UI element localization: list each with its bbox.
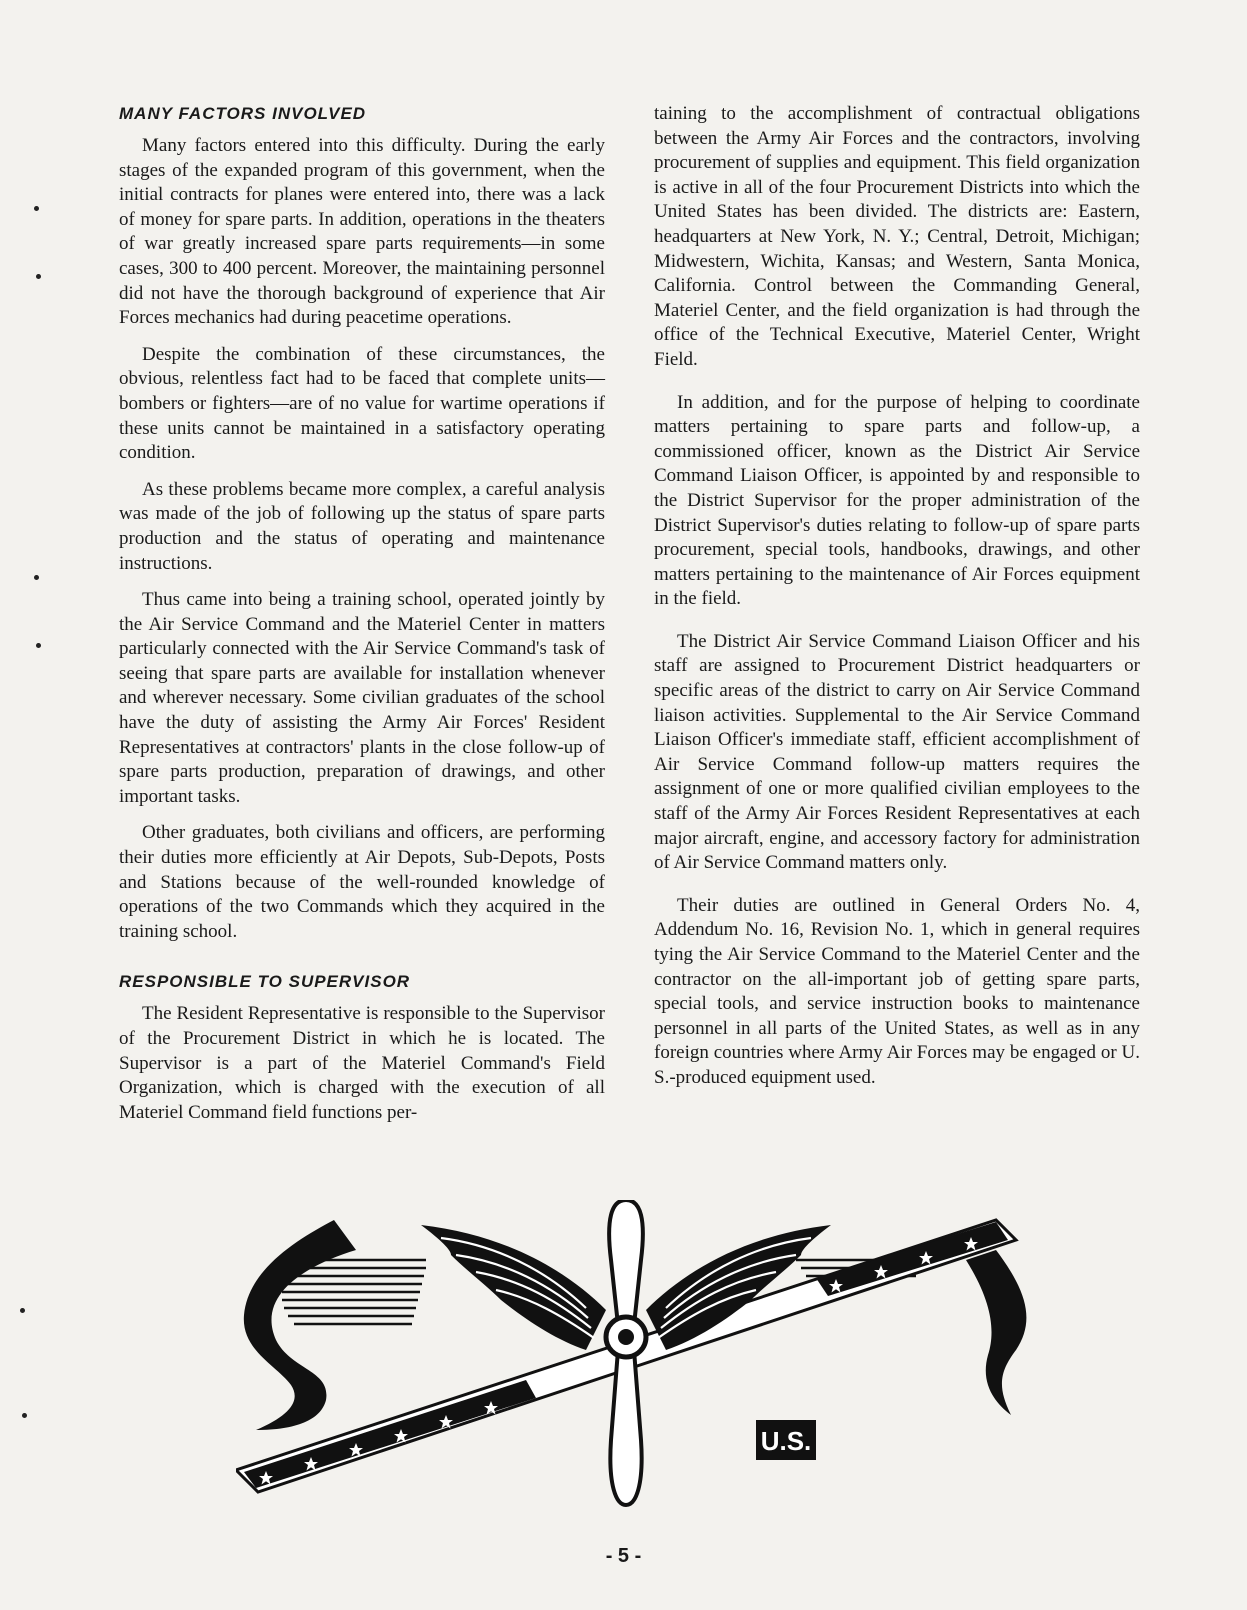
paragraph: Thus came into being a training school, operated jointly by the Air Service Command and the Materiel Center in matters particularly connected with the Air Service Command's task of seeing that spare parts are available for installation whenever and wherever necessary. Some civilian graduates of the school have the duty of assisting the Army Air Forces' Resident Representatives at contractors' plants in the close follow-up of spare parts production, preparation of drawings, and other important tasks.	[119, 589, 605, 807]
paragraph: The District Air Service Command Liaison Officer and his staff are assigned to Procurement District headquarters or specific areas of the district to carry on Air Service Command liaison activities. Supplemental to the Air Service Command Liaison Officer's immediate staff, efficient accomplishment of Air Service Command follow-up matters requires the assignment of one or more qualified civilian employees to the staff of the Army Air Forces Resident Representatives at each major aircraft, engine, and accessory factory for administration of Air Service Command matters only.	[654, 630, 1140, 874]
left-column	[119, 102, 605, 1137]
section-heading-responsible: RESPONSIBLE TO SUPERVISOR	[119, 972, 411, 992]
page-number: - 5 -	[605, 1545, 642, 1567]
air-corps-emblem	[236, 1200, 1036, 1510]
wing-left	[421, 1225, 606, 1350]
ribbon-swirl-right	[966, 1250, 1026, 1415]
margin-mark	[36, 274, 41, 279]
paragraph: The Resident Representative is responsible to the Supervisor of the Procurement District in which he is located. The Supervisor is a part of the Materiel Command's Field Organization, which is charged with the execution of all Materiel Command field functions per-	[119, 1003, 605, 1123]
paragraph-continued: taining to the accomplishment of contractual obligations between the Army Air Forces and the contractors, involving procurement of supplies and equipment. This field organization is active in all of the four Procurement Districts into which the United States has been divided. The districts are: Eastern, headquarters at New York, N. Y.; Central, Detroit, Michigan; Midwestern, Wichita, Kansas; and Western, Santa Monica, California. Control between the Commanding General, Materiel Center, and the field organization is had through the office of the Technical Executive, Materiel Center, Wright Field.	[654, 103, 1140, 370]
margin-mark	[22, 1413, 27, 1418]
propeller-blade-top	[609, 1200, 643, 1325]
us-shield-text: U.S.	[760, 1426, 812, 1456]
paragraph: As these problems became more complex, a careful analysis was made of the job of following up the status of spare parts production and the status of operating and maintenance instructions.	[119, 478, 605, 574]
propeller-blade-bottom	[610, 1350, 641, 1505]
section-heading-many-factors: MANY FACTORS INVOLVED	[119, 104, 367, 123]
paragraph: Their duties are outlined in General Orders No. 4, Addendum No. 16, Revision No. 1, which in general requires tying the Air Service Command to the Materiel Center and the contractor on the all-important job of getting spare parts, special tools, and service instruction books to maintenance personnel in all parts of the United States, as well as in any foreign countries where Army Air Forces may be engaged or U. S.-produced equipment used.	[654, 894, 1140, 1088]
paragraph: Despite the combination of these circumstances, the obvious, relentless fact had to be faced that complete units—bombers or fighters—are of no value for wartime operations if these units cannot be maintained in a satisfactory operating condition.	[119, 343, 605, 464]
margin-mark	[36, 643, 41, 648]
propeller-hub-center	[618, 1329, 634, 1345]
paragraph: In addition, and for the purpose of helping to coordinate matters pertaining to spare parts and follow-up, a commissioned officer, known as the District Air Service Command Liaison Officer, is appointed by and responsible to the District Supervisor for the proper administration of the District Supervisor's duties relating to follow-up of spare parts procurement, special tools, handbooks, drawings, and other matters pertaining to the maintenance of Air Forces equipment in the field.	[654, 391, 1140, 610]
paragraph: Other graduates, both civilians and officers, are performing their duties more efficiently at Air Depots, Sub-Depots, Posts and Stations because of the well-rounded knowledge of operations of the two Commands which they acquired in the training school.	[119, 822, 605, 942]
star-ribbon-fill-left	[244, 1380, 536, 1488]
margin-mark	[34, 206, 39, 211]
margin-mark	[34, 575, 39, 580]
right-column	[654, 102, 1140, 1109]
margin-mark	[20, 1308, 25, 1313]
paragraph: Many factors entered into this difficulty. During the early stages of the expanded program of this government, when the initial contracts for planes were entered into, there was a lack of money for spare parts. In addition, operations in the theaters of war greatly increased spare parts requirements—in some cases, 300 to 400 percent. Moreover, the maintaining personnel did not have the thorough background of experience that Air Forces mechanics had during peacetime operations.	[119, 135, 605, 329]
